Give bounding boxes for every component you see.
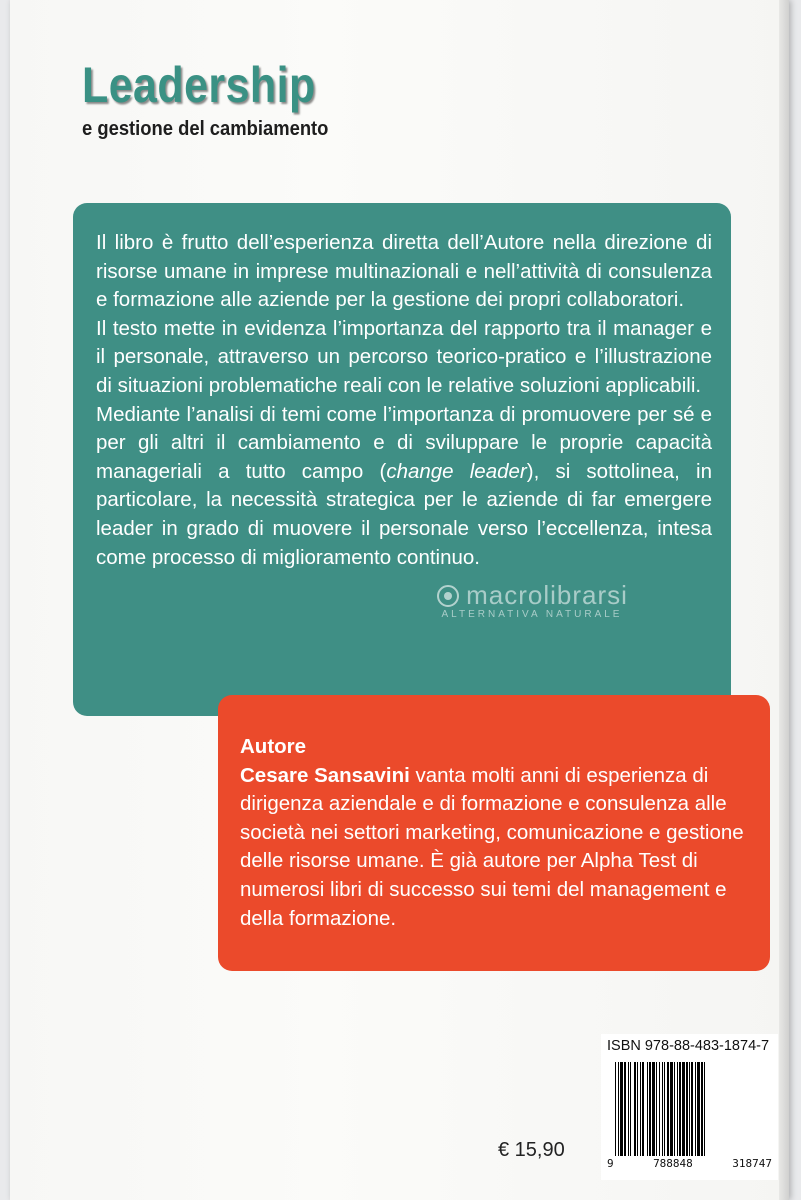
- barcode-label: [601, 1034, 778, 1180]
- barcode-image: [615, 1062, 773, 1156]
- price: € 15,90: [498, 1139, 565, 1161]
- description-paragraph-2: Il testo mette in evidenza l’importanza del rapporto tra il manager e il personale, attraverso un percorso teorico-pratico e l’illustrazione di situazioni problematiche reali con le relative soluzioni applicabili.: [96, 316, 712, 397]
- book-subtitle: e gestione del cambiamento: [82, 118, 329, 140]
- description-text: [96, 229, 712, 572]
- book-back-cover: [10, 0, 789, 1200]
- watermark-brand-text: macrolibrarsi: [466, 580, 628, 610]
- author-bio: [240, 762, 756, 934]
- isbn-number: ISBN 978-88-483-1874-7: [607, 1038, 770, 1054]
- description-panel: [73, 203, 731, 716]
- barcode-stripe: [705, 1062, 707, 1156]
- barcode-digit-group-1: 788848: [653, 1157, 693, 1170]
- author-bio-text: vanta molti anni di esperienza di dirigenza aziendale e di formazione e consulenza alle società nei settori marketing, comunicazione e gestione delle risorse umane. È già autore per Alpha Test di numerosi libri di successo sui temi del management e della formazione.: [240, 763, 744, 930]
- book-title: Leadership: [82, 57, 316, 113]
- watermark-tagline: ALTERNATIVA NATURALE: [441, 608, 623, 620]
- barcode-digits: [601, 1157, 778, 1170]
- description-paragraph-1: Il libro è frutto dell’esperienza diretta dell’Autore nella direzione di risorse umane in imprese multinazionali e nell’attività di consulenza e formazione alle aziende per la gestione dei propri collaboratori.: [96, 231, 712, 312]
- author-heading: Autore: [240, 735, 307, 758]
- author-panel: [218, 695, 770, 971]
- barcode-digit-group-2: 318747: [732, 1157, 772, 1170]
- description-paragraph-3: [96, 401, 712, 573]
- author-text: [240, 733, 756, 933]
- cover-edge-shadow: [779, 0, 789, 1200]
- barcode-digit-first: 9: [607, 1157, 614, 1170]
- description-paragraph-3-start: Mediante l’analisi di temi come l’importanza di promuovere per sé e per gli altri il cambiamento e di sviluppare le proprie capacità manageriali a tutto campo (: [96, 402, 712, 483]
- description-paragraph-3-end: ), si sottolinea, in particolare, la necessità strategica per le aziende di far emergere leader in grado di muovere il personale verso l’eccellenza, intesa come processo di miglioramento continuo.: [96, 459, 713, 569]
- italic-term: change leader: [386, 459, 527, 483]
- author-name: Cesare Sansavini: [240, 763, 410, 787]
